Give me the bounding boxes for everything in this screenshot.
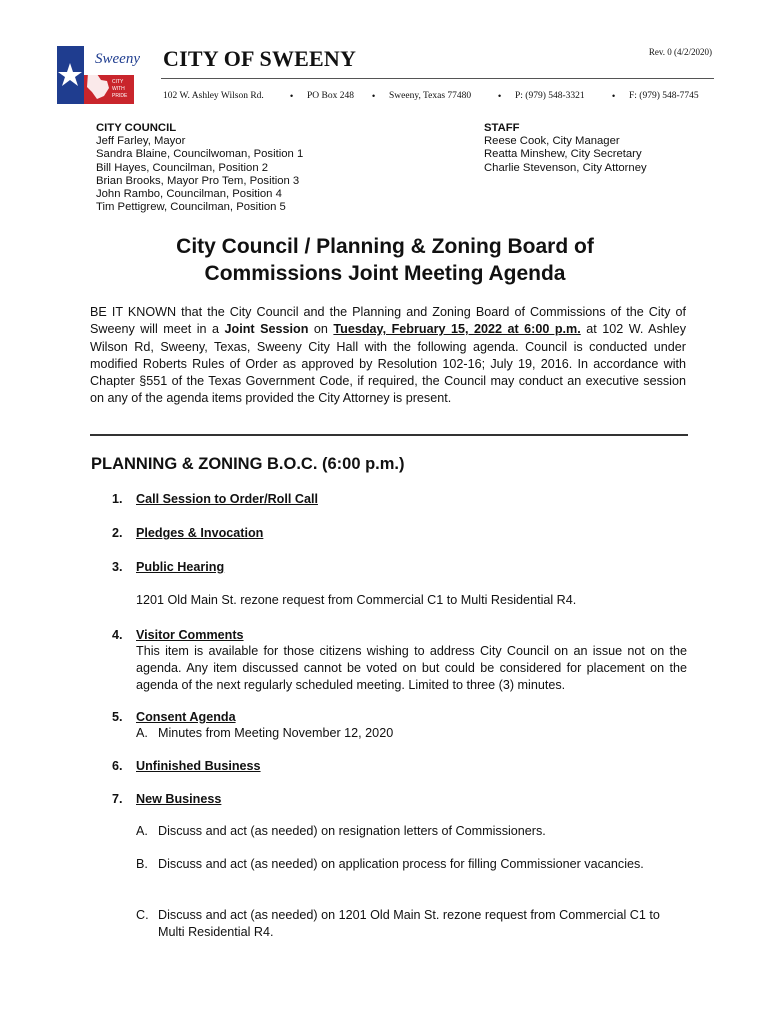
- sub-item-letter: B.: [136, 857, 148, 871]
- item-heading: Public Hearing: [136, 560, 225, 574]
- item-number: 4.: [112, 628, 123, 642]
- item-heading: Visitor Comments: [136, 628, 244, 642]
- council-member: John Rambo, Councilman, Position 4: [96, 188, 282, 201]
- staff-list: [484, 122, 704, 175]
- joint-session-label: Joint Session: [224, 322, 309, 337]
- section-divider: [90, 434, 688, 436]
- staff-member: Reatta Minshew, City Secretary: [484, 148, 642, 161]
- city-council-list: [96, 122, 426, 214]
- sub-item-letter: A.: [136, 824, 148, 838]
- sub-item: [136, 823, 686, 840]
- item-heading: New Business: [136, 792, 222, 806]
- header-bullet: •: [498, 91, 502, 101]
- revision-label: Rev. 0 (4/2/2020): [648, 47, 712, 57]
- item-number: 5.: [112, 710, 123, 724]
- header-phone: P: (979) 548-3321: [515, 91, 585, 101]
- header-address: 102 W. Ashley Wilson Rd.: [163, 91, 264, 101]
- item-body: 1201 Old Main St. rezone request from Commercial C1 to Multi Residential R4.: [136, 593, 577, 607]
- logo-small-3: PRIDE: [112, 93, 128, 99]
- meeting-notice: [90, 304, 686, 408]
- council-member: Bill Hayes, Councilman, Position 2: [96, 161, 269, 174]
- header-fax: F: (979) 548-7745: [629, 91, 699, 101]
- header-city-state: Sweeny, Texas 77480: [389, 91, 472, 101]
- header-bullet: •: [372, 91, 376, 101]
- sub-item-letter: A.: [136, 726, 148, 740]
- item-number: 6.: [112, 759, 123, 773]
- council-member: Jeff Farley, Mayor: [96, 135, 186, 148]
- city-name: CITY OF SWEENY: [163, 46, 357, 71]
- item-number: 3.: [112, 560, 123, 574]
- notice-text-2: at 102 W. Ashley Wilson Rd, Sweeny, Texas, Sweeny City Hall with the following agenda. Council is conducted under modified Roberts Rules of Order as approved by Resolution 102-16; July 19, 2016. In accordance with Chapter §551 of the Texas Government Code, if required, the Council may conduct an executive session on any of the agenda items provided the City Attorney is present.: [90, 322, 686, 406]
- agenda-title-line1: City Council / Planning & Zoning Board of: [176, 235, 594, 258]
- sub-item: [136, 725, 686, 742]
- item-number: 7.: [112, 792, 123, 806]
- staff-member: Reese Cook, City Manager: [484, 135, 620, 148]
- sub-item: [136, 907, 686, 941]
- meeting-date: Tuesday, February 15, 2022 at 6:00 p.m.: [333, 322, 581, 337]
- item-heading: Call Session to Order/Roll Call: [136, 492, 318, 506]
- sub-item-text: Discuss and act (as needed) on resignation letters of Commissioners.: [158, 824, 546, 838]
- sub-item-text: Minutes from Meeting November 12, 2020: [158, 726, 394, 740]
- item-heading: Unfinished Business: [136, 759, 261, 773]
- logo-small-1: CITY: [112, 79, 124, 85]
- sub-item-text: Discuss and act (as needed) on 1201 Old Main St. rezone request from Commercial C1 to Multi Residential R4.: [158, 908, 660, 939]
- notice-text: BE IT KNOWN that the City Council and the Planning and Zoning Board of Commissions of the City of Sweeny will meet in a: [90, 305, 686, 337]
- council-heading: CITY COUNCIL: [96, 122, 177, 134]
- sub-item: [136, 856, 686, 873]
- staff-heading: STAFF: [484, 122, 520, 134]
- council-member: Tim Pettigrew, Councilman, Position 5: [96, 201, 286, 214]
- logo-wordmark: Sweeny: [95, 51, 140, 67]
- logo-small-2: WITH: [112, 86, 125, 92]
- notice-on: on: [308, 322, 334, 337]
- item-body: This item is available for those citizens wishing to address City Council on an issue not on the agenda. Any item discussed cannot be voted on but could be considered for placement on the agenda of the next regularly scheduled meeting. Limited to three (3) minutes.: [136, 644, 687, 692]
- header-divider: [161, 78, 714, 79]
- sub-item-letter: C.: [136, 908, 149, 922]
- agenda-title: [0, 233, 770, 287]
- staff-member: Charlie Stevenson, City Attorney: [484, 161, 647, 174]
- council-member: Sandra Blaine, Councilwoman, Position 1: [96, 148, 304, 161]
- agenda-title-line2: Commissions Joint Meeting Agenda: [204, 262, 566, 285]
- item-number: 1.: [112, 492, 123, 506]
- item-number: 2.: [112, 526, 123, 540]
- header-bullet: •: [290, 91, 294, 101]
- section-title: PLANNING & ZONING B.O.C. (6:00 p.m.): [91, 455, 405, 473]
- item-heading: Consent Agenda: [136, 710, 236, 724]
- council-member: Brian Brooks, Mayor Pro Tem, Position 3: [96, 174, 300, 187]
- item-heading: Pledges & Invocation: [136, 526, 264, 540]
- sub-item-text: Discuss and act (as needed) on application process for filling Commissioner vacancies.: [158, 857, 644, 871]
- header-bullet: •: [612, 91, 616, 101]
- header-po-box: PO Box 248: [307, 91, 354, 101]
- city-logo: [57, 46, 140, 104]
